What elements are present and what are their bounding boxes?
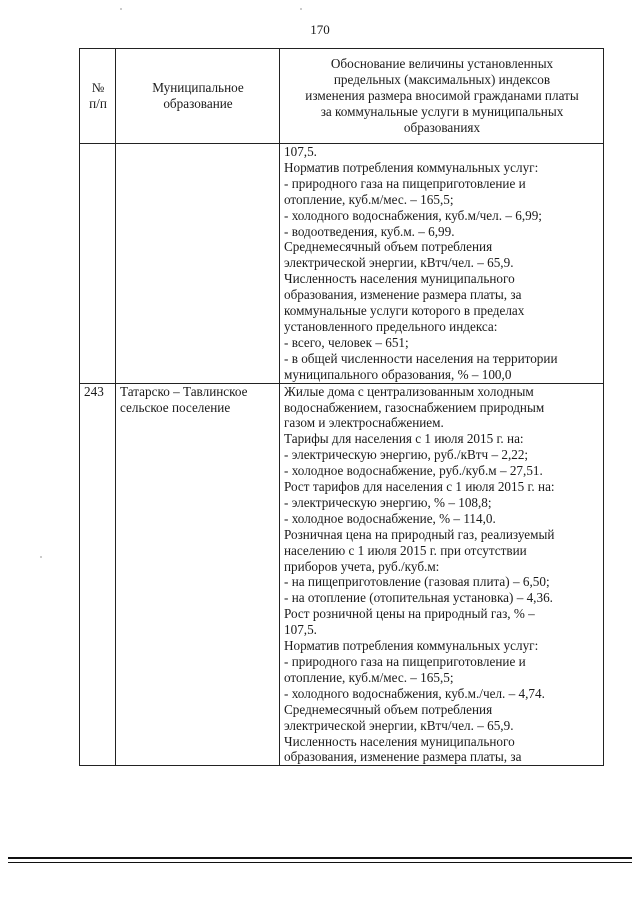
justification-line: водоснабжением, газоснабжением природным — [284, 399, 545, 415]
justification-line: электрической энергии, кВтч/чел. – 65,9. — [284, 717, 514, 733]
justification-line: - холодное водоснабжение, руб./куб.м – 27,51. — [284, 463, 543, 479]
header-justification — [280, 49, 604, 144]
header-number-line: п/п — [89, 96, 107, 111]
justification-line: - всего, человек – 651; — [284, 334, 409, 350]
justification-line: - холодного водоснабжения, куб.м./чел. – 4,74. — [284, 685, 545, 701]
justification-line: приборов учета, руб./куб.м: — [284, 558, 440, 574]
justification-line: образования, изменение размера платы, за — [284, 287, 522, 303]
justification-line: - природного газа на пищеприготовление и — [284, 654, 526, 669]
justification-line: - в общей численности населения на территории — [284, 350, 558, 366]
table-row — [80, 144, 604, 384]
row-justification-cell — [280, 144, 604, 384]
header-number — [80, 49, 116, 144]
justification-line: Рост тарифов для населения с 1 июля 2015 г. на: — [284, 479, 555, 495]
justification-line: населению с 1 июля 2015 г. при отсутствии — [284, 542, 527, 558]
justification-line: Жилые дома с централизованным холодным — [284, 383, 534, 399]
justification-line: - природного газа на пищеприготовление и — [284, 175, 526, 191]
header-number-line: № — [91, 80, 105, 96]
footer-rule-thin — [8, 862, 632, 863]
row-number: 243 — [84, 383, 104, 399]
justification-line: коммунальные услуги которого в пределах — [284, 303, 525, 319]
header-municipality-line: Муниципальное — [152, 80, 244, 96]
justification-line: Норматив потребления коммунальных услуг: — [284, 159, 539, 175]
table-row — [80, 383, 604, 766]
row-number-cell — [80, 144, 116, 384]
header-justification-line: Обоснование величины установленных — [330, 56, 554, 72]
justification-line: образования, изменение размера платы, за — [284, 749, 522, 765]
row-justification-cell — [280, 383, 604, 766]
justification-line: - на отопление (отопительная установка) – 4,36. — [284, 590, 553, 606]
footer-rule — [8, 857, 632, 859]
justification-line: - электрическую энергию, руб./кВтч – 2,22; — [284, 447, 529, 463]
justification-line: Среднемесячный объем потребления — [284, 701, 493, 717]
justification-line: муниципального образования, % – 100,0 — [284, 366, 512, 382]
justification-line: - холодное водоснабжение, % – 114,0. — [284, 510, 496, 526]
justification-line: - холодного водоснабжения, куб.м/чел. – 6,99; — [284, 207, 542, 223]
justification-line: - водоотведения, куб.м. – 6,99. — [284, 223, 455, 239]
header-justification-line: образованиях — [403, 119, 481, 135]
justification-line: электрической энергии, кВтч/чел. – 65,9. — [284, 255, 514, 271]
justification-line: Норматив потребления коммунальных услуг: — [284, 638, 539, 654]
tariff-table — [79, 48, 604, 766]
row-municipality-cell — [116, 383, 280, 766]
justification-line: 107,5. — [284, 144, 317, 159]
scan-speck — [300, 8, 302, 10]
justification-line: Розничная цена на природный газ, реализуемый — [284, 526, 555, 542]
page-number: 170 — [310, 22, 330, 37]
justification-line: отопление, куб.м/мес. – 165,5; — [284, 669, 454, 685]
justification-line: - на пищеприготовление (газовая плита) – 6,50; — [284, 574, 550, 590]
justification-line: газом и электроснабжением. — [284, 415, 444, 431]
justification-line: Среднемесячный объем потребления — [284, 239, 493, 255]
table-header-row — [80, 49, 604, 144]
header-justification-line: изменения размера вносимой гражданами платы — [305, 88, 579, 104]
justification-line: Тарифы для населения с 1 июля 2015 г. на: — [284, 431, 524, 447]
header-justification-line: за коммунальные услуги в муниципальных — [320, 103, 564, 119]
header-justification-line: предельных (максимальных) индексов — [333, 72, 551, 88]
justification-line: - электрическую энергию, % – 108,8; — [284, 494, 492, 510]
row-number-cell — [80, 383, 116, 766]
municipality-line: Татарско – Тавлинское — [120, 383, 248, 399]
header-municipality-line: образование — [163, 96, 233, 111]
justification-line: Рост розничной цены на природный газ, % – — [284, 606, 535, 622]
header-municipality — [116, 49, 280, 144]
justification-line: Численность населения муниципального — [284, 733, 515, 749]
justification-line: установленного предельного индекса: — [284, 318, 498, 334]
justification-line: отопление, куб.м/мес. – 165,5; — [284, 191, 454, 207]
municipality-line: сельское поселение — [120, 399, 231, 415]
justification-line: Численность населения муниципального — [284, 271, 515, 287]
scan-speck — [120, 8, 122, 10]
justification-line: 107,5. — [284, 622, 317, 638]
row-municipality-cell — [116, 144, 280, 384]
scan-speck — [40, 556, 42, 558]
